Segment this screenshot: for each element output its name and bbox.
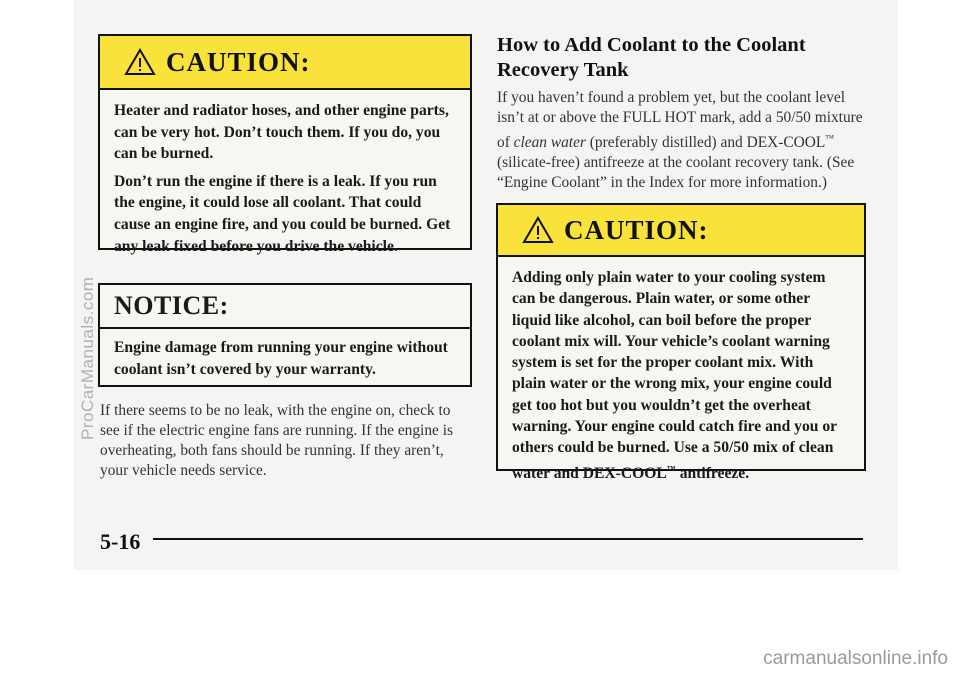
caution-paragraph: Don’t run the engine if there is a leak. If you run the engine, it could lose all coolant. That could cause an engine fire, and you could be burned. Get any leak fixed before you drive the vehicle. <box>114 172 451 255</box>
caution-box-left <box>98 34 472 255</box>
paragraph-text: If you haven’t found a problem yet, but the coolant level isn’t at or above the FULL HOT mark, add a 50/50 mixture of <box>497 89 863 152</box>
page-number: 5-16 <box>100 529 141 554</box>
notice-title: NOTICE: <box>114 291 229 320</box>
caution-body-left <box>100 90 470 257</box>
caution-header-right <box>498 205 864 257</box>
side-watermark: ProCarManuals.com <box>78 276 97 440</box>
section-heading: How to Add Coolant to the Coolant Recovery Tank <box>497 34 806 81</box>
paragraph-text: (silicate-free) antifreeze at the coolant recovery tank. (See “Engine Coolant” in the Index for more information.) <box>497 154 855 192</box>
paragraph-text: (preferably distilled) and DEX-COOL <box>585 134 826 152</box>
caution-header-left <box>100 36 470 90</box>
fan-check-paragraph: If there seems to be no leak, with the engine on, check to see if the electric engine fans are running. If the engine is overheating, both fans should be running. If they aren’t, your vehicle needs service. <box>100 402 453 479</box>
trademark-symbol: ™ <box>666 463 676 474</box>
notice-header <box>100 285 470 329</box>
caution-box-right <box>496 203 866 482</box>
caution-title-right: CAUTION: <box>564 214 709 245</box>
caution-text: Adding only plain water to your cooling system can be dangerous. Plain water, or some other liquid like alcohol, can boil before the proper coolant mix will. Your vehicle’s coolant warning system is set for the proper coolant mix. With plain water or the wrong mix, your engine could get too hot but you wouldn’t get the overheat warning. Your engine could catch fire and you or others could be burned. Use a 50/50 mix of clean water and DEX-COOL <box>512 269 837 482</box>
caution-paragraph: Heater and radiator hoses, and other engine parts, can be very hot. Don’t touch them. If you do, you can be burned. <box>114 102 449 163</box>
coolant-instructions-paragraph <box>497 88 865 193</box>
trademark-symbol: ™ <box>825 133 835 143</box>
warning-triangle-icon <box>522 216 554 244</box>
warning-triangle-icon <box>124 48 156 76</box>
notice-body <box>100 329 470 380</box>
notice-box <box>98 283 472 387</box>
notice-text: Engine damage from running your engine without coolant isn’t covered by your warranty. <box>114 339 448 378</box>
paragraph-emphasis: clean water <box>513 134 586 152</box>
caution-body-right <box>498 257 864 484</box>
caution-title-left: CAUTION: <box>166 46 311 77</box>
caution-paragraph <box>512 267 848 484</box>
bottom-watermark: carmanualsonline.info <box>763 648 948 669</box>
footer-rule <box>153 538 863 540</box>
caution-text: antifreeze. <box>675 464 750 482</box>
